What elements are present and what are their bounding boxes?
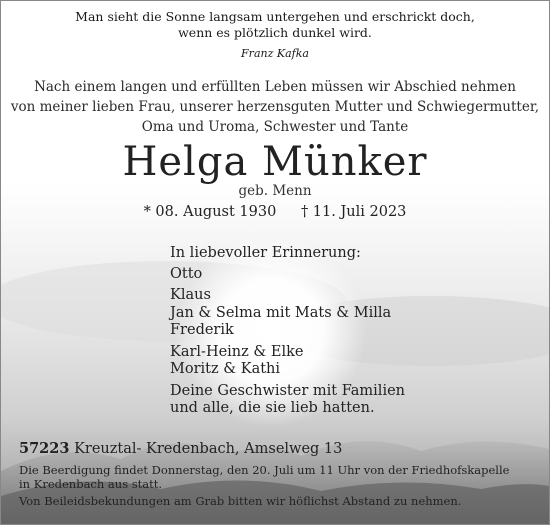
- funeral-note: [19, 463, 539, 491]
- quote-author: Franz Kafka: [241, 47, 309, 60]
- mourner-entry: Deine Geschwister mit Familien: [170, 382, 406, 399]
- mourner-entry: Otto: [170, 265, 203, 282]
- intro-line-2: von meiner lieben Frau, unserer herzensguten Mutter und Schwiegermutter,: [10, 99, 540, 115]
- mourning-address: [19, 440, 342, 457]
- intro-line-3: Oma und Uroma, Schwester und Tante: [141, 119, 409, 135]
- address-zip: 57223: [19, 440, 70, 457]
- quote-line-2: wenn es plötzlich dunkel wird.: [178, 25, 372, 40]
- birth-date: * 08. August 1930: [143, 204, 277, 220]
- mourner-entry: Karl-Heinz & Elke: [170, 343, 304, 360]
- mourner-entry: Jan & Selma mit Mats & Milla: [170, 304, 392, 321]
- funeral-note-line-2: in Kredenbach aus statt.: [19, 477, 163, 491]
- life-dates: [1, 204, 549, 220]
- mourner-entry: Moritz & Kathi: [170, 361, 281, 377]
- mourner-entry: Klaus: [170, 287, 211, 303]
- mourners-heading: In liebevoller Erinnerung:: [170, 245, 361, 261]
- maiden-name: geb. Menn: [238, 183, 312, 199]
- deceased-name: Helga Münker: [122, 139, 428, 185]
- quote-block: [1, 9, 549, 41]
- intro-line-1: Nach einem langen und erfüllten Leben müssen wir Abschied nehmen: [34, 79, 516, 95]
- mourner-entry: Frederik: [170, 322, 234, 338]
- address-street: Kreuztal- Kredenbach, Amselweg 13: [74, 441, 343, 457]
- mourner-group: [170, 344, 405, 379]
- mourner-entry: und alle, die sie lieb hatten.: [170, 400, 375, 416]
- funeral-note-line-1: Die Beerdigung findet Donnerstag, den 20. Juli um 11 Uhr von der Friedhofskapelle: [19, 463, 510, 477]
- condolence-note: Von Beileidsbekundungen am Grab bitten wir höflichst Abstand zu nehmen.: [19, 494, 462, 508]
- mourner-group: [170, 287, 405, 340]
- mourner-group: [170, 266, 405, 284]
- mourner-group: [170, 383, 405, 418]
- quote-line-1: Man sieht die Sonne langsam untergehen und erschrickt doch,: [75, 9, 475, 24]
- mourners-list: [170, 245, 405, 418]
- intro-text: [1, 77, 549, 137]
- death-date: † 11. Juli 2023: [300, 204, 407, 220]
